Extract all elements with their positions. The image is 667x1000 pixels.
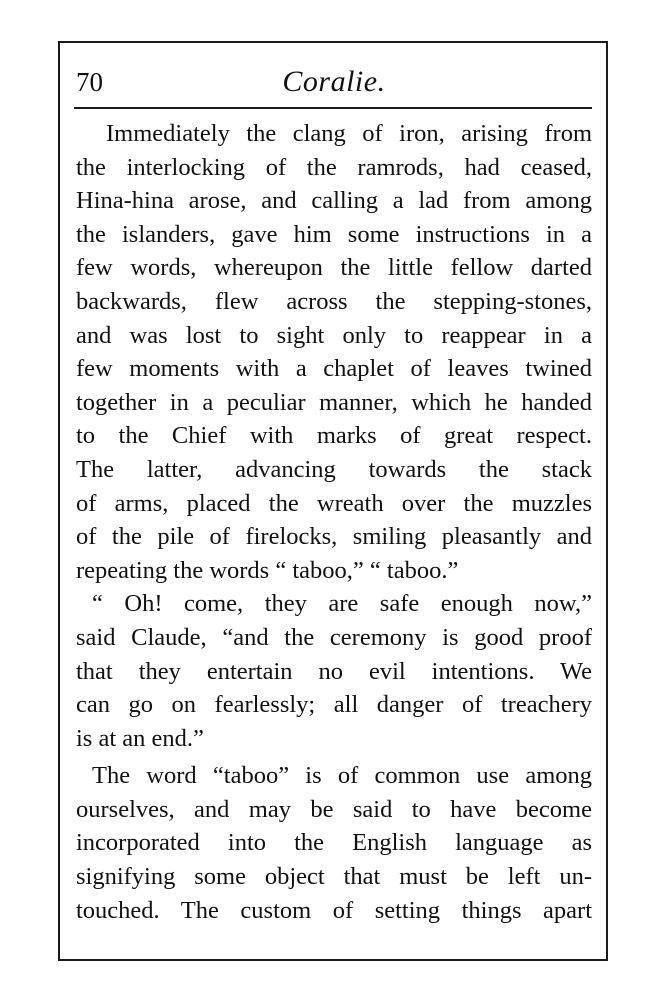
text-line: The word “taboo” is of common use among (92, 762, 592, 790)
text-line: incorporated into the English language as (76, 829, 592, 857)
text-line: together in a peculiar manner, which he handed (76, 388, 592, 416)
text-line: to the Chief with marks of great respect. (76, 422, 592, 450)
text-line: of the pile of firelocks, smiling pleasantly and (76, 523, 592, 551)
text-line: Hina-hina arose, and calling a lad from among (76, 187, 592, 215)
text-line: few words, whereupon the little fellow darted (76, 254, 592, 282)
text-line: signifying some object that must be left un- (76, 863, 592, 891)
text-line: of arms, placed the wreath over the muzzles (76, 489, 592, 517)
text-line: The latter, advancing towards the stack (76, 455, 592, 483)
text-line: that they entertain no evil intentions. We (76, 657, 592, 685)
text-line: the islanders, gave him some instructions in a (76, 220, 592, 248)
text-line: the interlocking of the ramrods, had ceased, (76, 153, 592, 181)
text-line: backwards, flew across the stepping-stones, (76, 287, 592, 315)
text-line: and was lost to sight only to reappear in a (76, 321, 592, 349)
text-line: can go on fearlessly; all danger of treachery (76, 691, 592, 719)
text-line: few moments with a chaplet of leaves twined (76, 355, 592, 383)
text-line: Immediately the clang of iron, arising from (106, 120, 592, 147)
text-line: is at an end.” (76, 724, 204, 752)
page-number: 70 (76, 67, 103, 97)
text-line: touched. The custom of setting things apart (76, 896, 592, 924)
text-line: “ Oh! come, they are safe enough now,” (92, 590, 592, 618)
body-text (76, 117, 592, 927)
running-head (74, 62, 594, 102)
text-line: repeating the words “ taboo,” “ taboo.” (76, 556, 459, 584)
running-title: Coralie. (282, 65, 386, 98)
text-line: said Claude, “and the ceremony is good proof (76, 623, 592, 651)
text-line: ourselves, and may be said to have become (76, 795, 592, 823)
header-rule (74, 107, 592, 109)
